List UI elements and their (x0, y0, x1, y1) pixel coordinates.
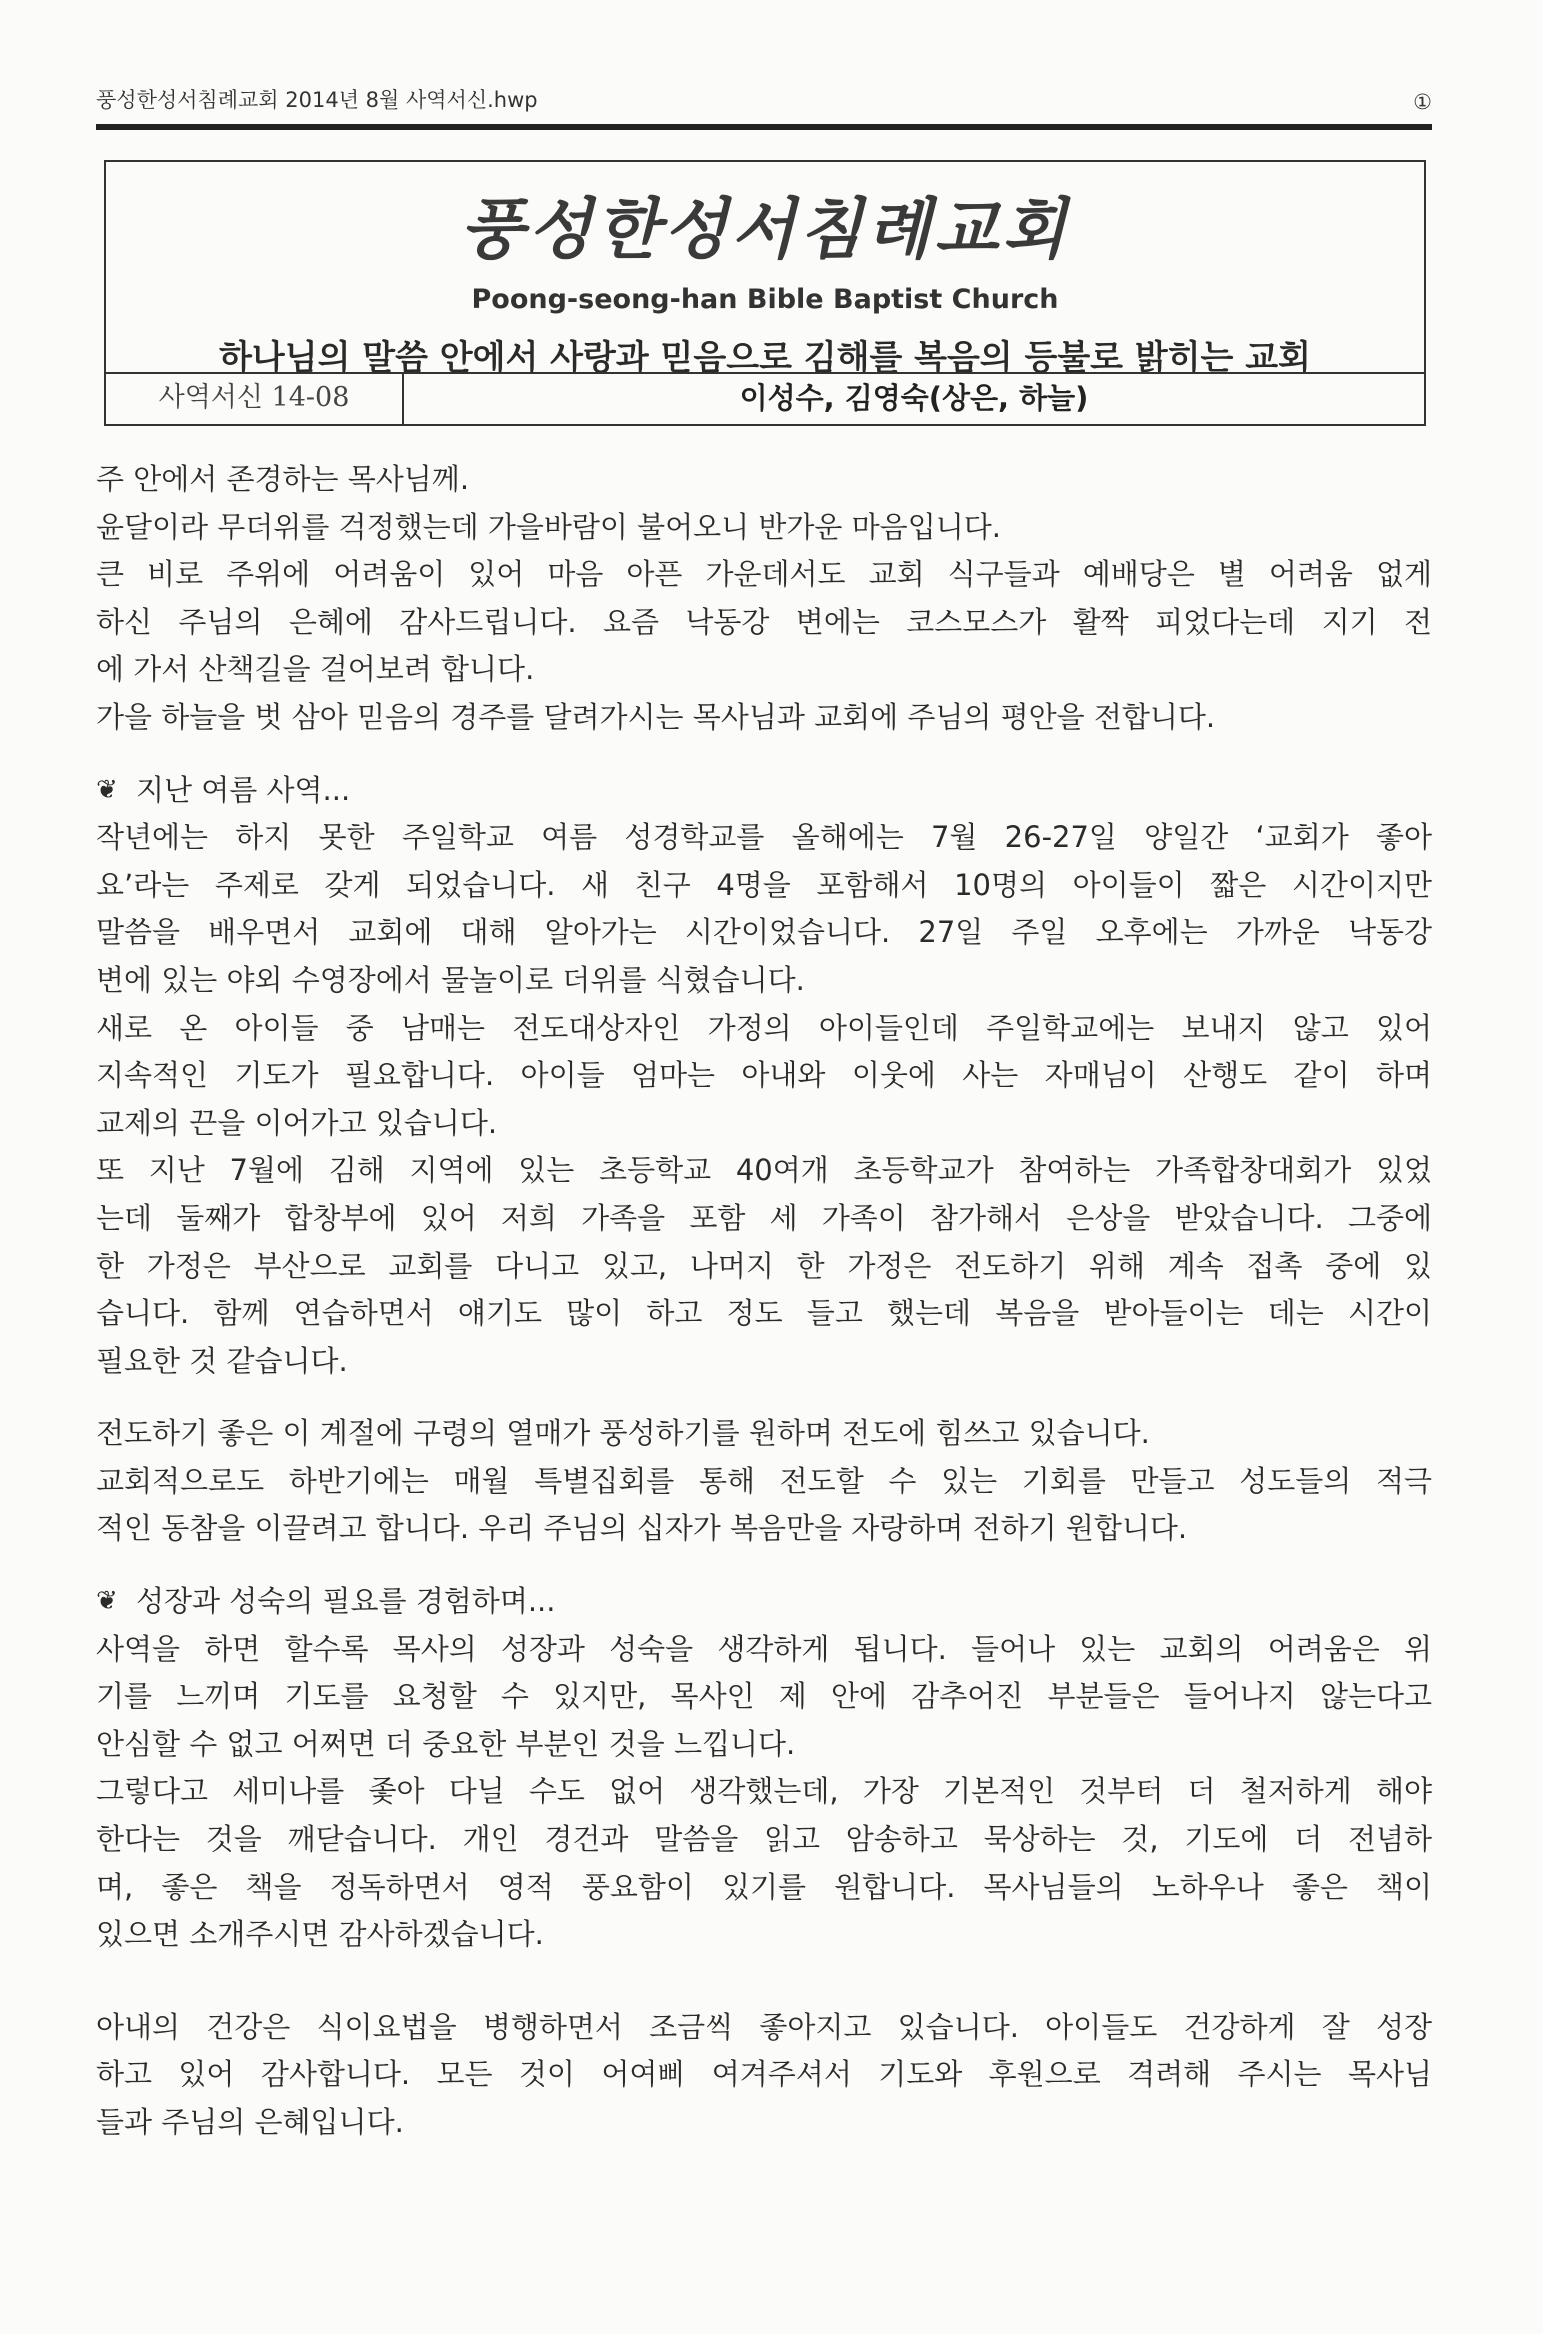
text-line: 습니다. 함께 연습하면서 얘기도 많이 하고 정도 들고 했는데 복음을 받아들이는 데는 시간이 (96, 1296, 1432, 1331)
letter-body (96, 456, 1432, 2147)
text-line: 전도하기 좋은 이 계절에 구령의 열매가 풍성하기를 원하며 전도에 힘쓰고 있습니다. (96, 1416, 1150, 1451)
text-line: 며, 좋은 책을 정독하면서 영적 풍요함이 있기를 원합니다. 목사님들의 노하우나 좋은 책이 (96, 1869, 1432, 1904)
leaf-icon: ❦ (96, 774, 118, 805)
text-line: 안심할 수 없고 어쩌면 더 중요한 부분인 것을 느낍니다. (96, 1726, 796, 1761)
church-motto: 하나님의 말씀 안에서 사랑과 믿음으로 김해를 복음의 등불로 밝히는 교회 (219, 338, 1311, 378)
text-line: 있으면 소개주시면 감사하겠습니다. (96, 1917, 544, 1952)
page-header (96, 84, 1432, 114)
masthead (104, 160, 1426, 426)
text-line: 작년에는 하지 못한 주일학교 여름 성경학교를 올해에는 7월 26-27일 양일간 ‘교회가 좋아 (96, 820, 1432, 855)
text-line: 적인 동참을 이끌려고 합니다. 우리 주님의 십자가 복음만을 자랑하며 전하기 원합니다. (96, 1511, 1188, 1546)
section-heading-text: 성장과 성숙의 필요를 경험하며... (136, 1584, 556, 1619)
authors: 이성수, 김영숙(상은, 하늘) (739, 381, 1089, 415)
text-line: 교제의 끈을 이어가고 있습니다. (96, 1105, 498, 1140)
growth-paragraph (96, 1626, 1432, 1959)
text-line: 필요한 것 같습니다. (96, 1343, 348, 1378)
page-number: ① (1413, 90, 1432, 114)
text-line: 가을 하늘을 벗 삼아 믿음의 경주를 달려가시는 목사님과 교회에 주님의 평안을 전합니다. (96, 699, 1216, 734)
church-name: 풍성한성서침례교회 (460, 191, 1070, 268)
header-rule (96, 124, 1432, 130)
text-line: 아내의 건강은 식이요법을 병행하면서 조금씩 좋아지고 있습니다. 아이들도 건강하게 잘 성장 (96, 2009, 1432, 2044)
text-line: 윤달이라 무더위를 걱정했는데 가을바람이 불어오니 반가운 마음입니다. (96, 509, 1001, 544)
document-filename: 풍성한성서침례교회 2014년 8월 사역서신.hwp (96, 88, 538, 112)
text-line: 그렇다고 세미나를 좇아 다닐 수도 없어 생각했는데, 가장 기본적인 것부터 더 철저하게 해야 (96, 1774, 1432, 1809)
leaf-icon: ❦ (96, 1586, 118, 1617)
church-name-english: Poong-seong-han Bible Baptist Church (471, 284, 1059, 315)
closing-paragraph (96, 2004, 1432, 2147)
text-line: 교회적으로도 하반기에는 매월 특별집회를 통해 전도할 수 있는 기회를 만들고 성도들의 적극 (96, 1463, 1432, 1498)
section-heading-text: 지난 여름 사역... (136, 772, 351, 807)
evangelism-paragraph (96, 1410, 1432, 1553)
greeting-paragraph (96, 456, 1432, 742)
text-line: 는데 둘째가 합창부에 있어 저희 가족을 포함 세 가족이 참가해서 은상을 받았습니다. 그중에 (96, 1200, 1432, 1235)
issue-label: 사역서신 14-08 (106, 374, 404, 424)
text-line: 한다는 것을 깨닫습니다. 개인 경건과 말씀을 읽고 암송하고 묵상하는 것, 기도에 더 전념하 (96, 1822, 1432, 1857)
section-heading-summer (96, 767, 1432, 815)
summer-ministry-paragraph (96, 814, 1432, 1385)
text-line: 에 가서 산책길을 걸어보려 합니다. (96, 652, 535, 687)
text-line: 변에 있는 야외 수영장에서 물놀이로 더위를 식혔습니다. (96, 962, 805, 997)
text-line: 하신 주님의 은혜에 감사드립니다. 요즘 낙동강 변에는 코스모스가 활짝 피었다는데 지기 전 (96, 604, 1432, 639)
text-line: 주 안에서 존경하는 목사님께. (96, 462, 470, 496)
text-line: 기를 느끼며 기도를 요청할 수 있지만, 목사인 제 안에 감추어진 부분들은 들어나지 않는다고 (96, 1679, 1432, 1714)
text-line: 지속적인 기도가 필요합니다. 아이들 엄마는 아내와 이웃에 사는 자매님이 산행도 같이 하며 (96, 1058, 1432, 1093)
text-line: 사역을 하면 할수록 목사의 성장과 성숙을 생각하게 됩니다. 들어나 있는 교회의 어려움은 위 (96, 1631, 1432, 1666)
text-line: 또 지난 7월에 김해 지역에 있는 초등학교 40여개 초등학교가 참여하는 가족합창대회가 있었 (96, 1153, 1432, 1188)
masthead-info-bar (106, 372, 1424, 424)
text-line: 요’라는 주제로 갖게 되었습니다. 새 친구 4명을 포함해서 10명의 아이들이 짧은 시간이지만 (96, 867, 1432, 902)
text-line: 새로 온 아이들 중 남매는 전도대상자인 가정의 아이들인데 주일학교에는 보내지 않고 있어 (96, 1010, 1432, 1045)
text-line: 큰 비로 주위에 어려움이 있어 마음 아픈 가운데서도 교회 식구들과 예배당은 별 어려움 없게 (96, 557, 1432, 592)
text-line: 하고 있어 감사합니다. 모든 것이 어여삐 여겨주셔서 기도와 후원으로 격려해 주시는 목사님 (96, 2057, 1432, 2092)
text-line: 한 가정은 부산으로 교회를 다니고 있고, 나머지 한 가정은 전도하기 위해 계속 접촉 중에 있 (96, 1248, 1432, 1283)
text-line: 말씀을 배우면서 교회에 대해 알아가는 시간이었습니다. 27일 주일 오후에는 가까운 낙동강 (96, 915, 1432, 950)
section-heading-growth (96, 1578, 1432, 1626)
text-line: 들과 주님의 은혜입니다. (96, 2105, 404, 2139)
